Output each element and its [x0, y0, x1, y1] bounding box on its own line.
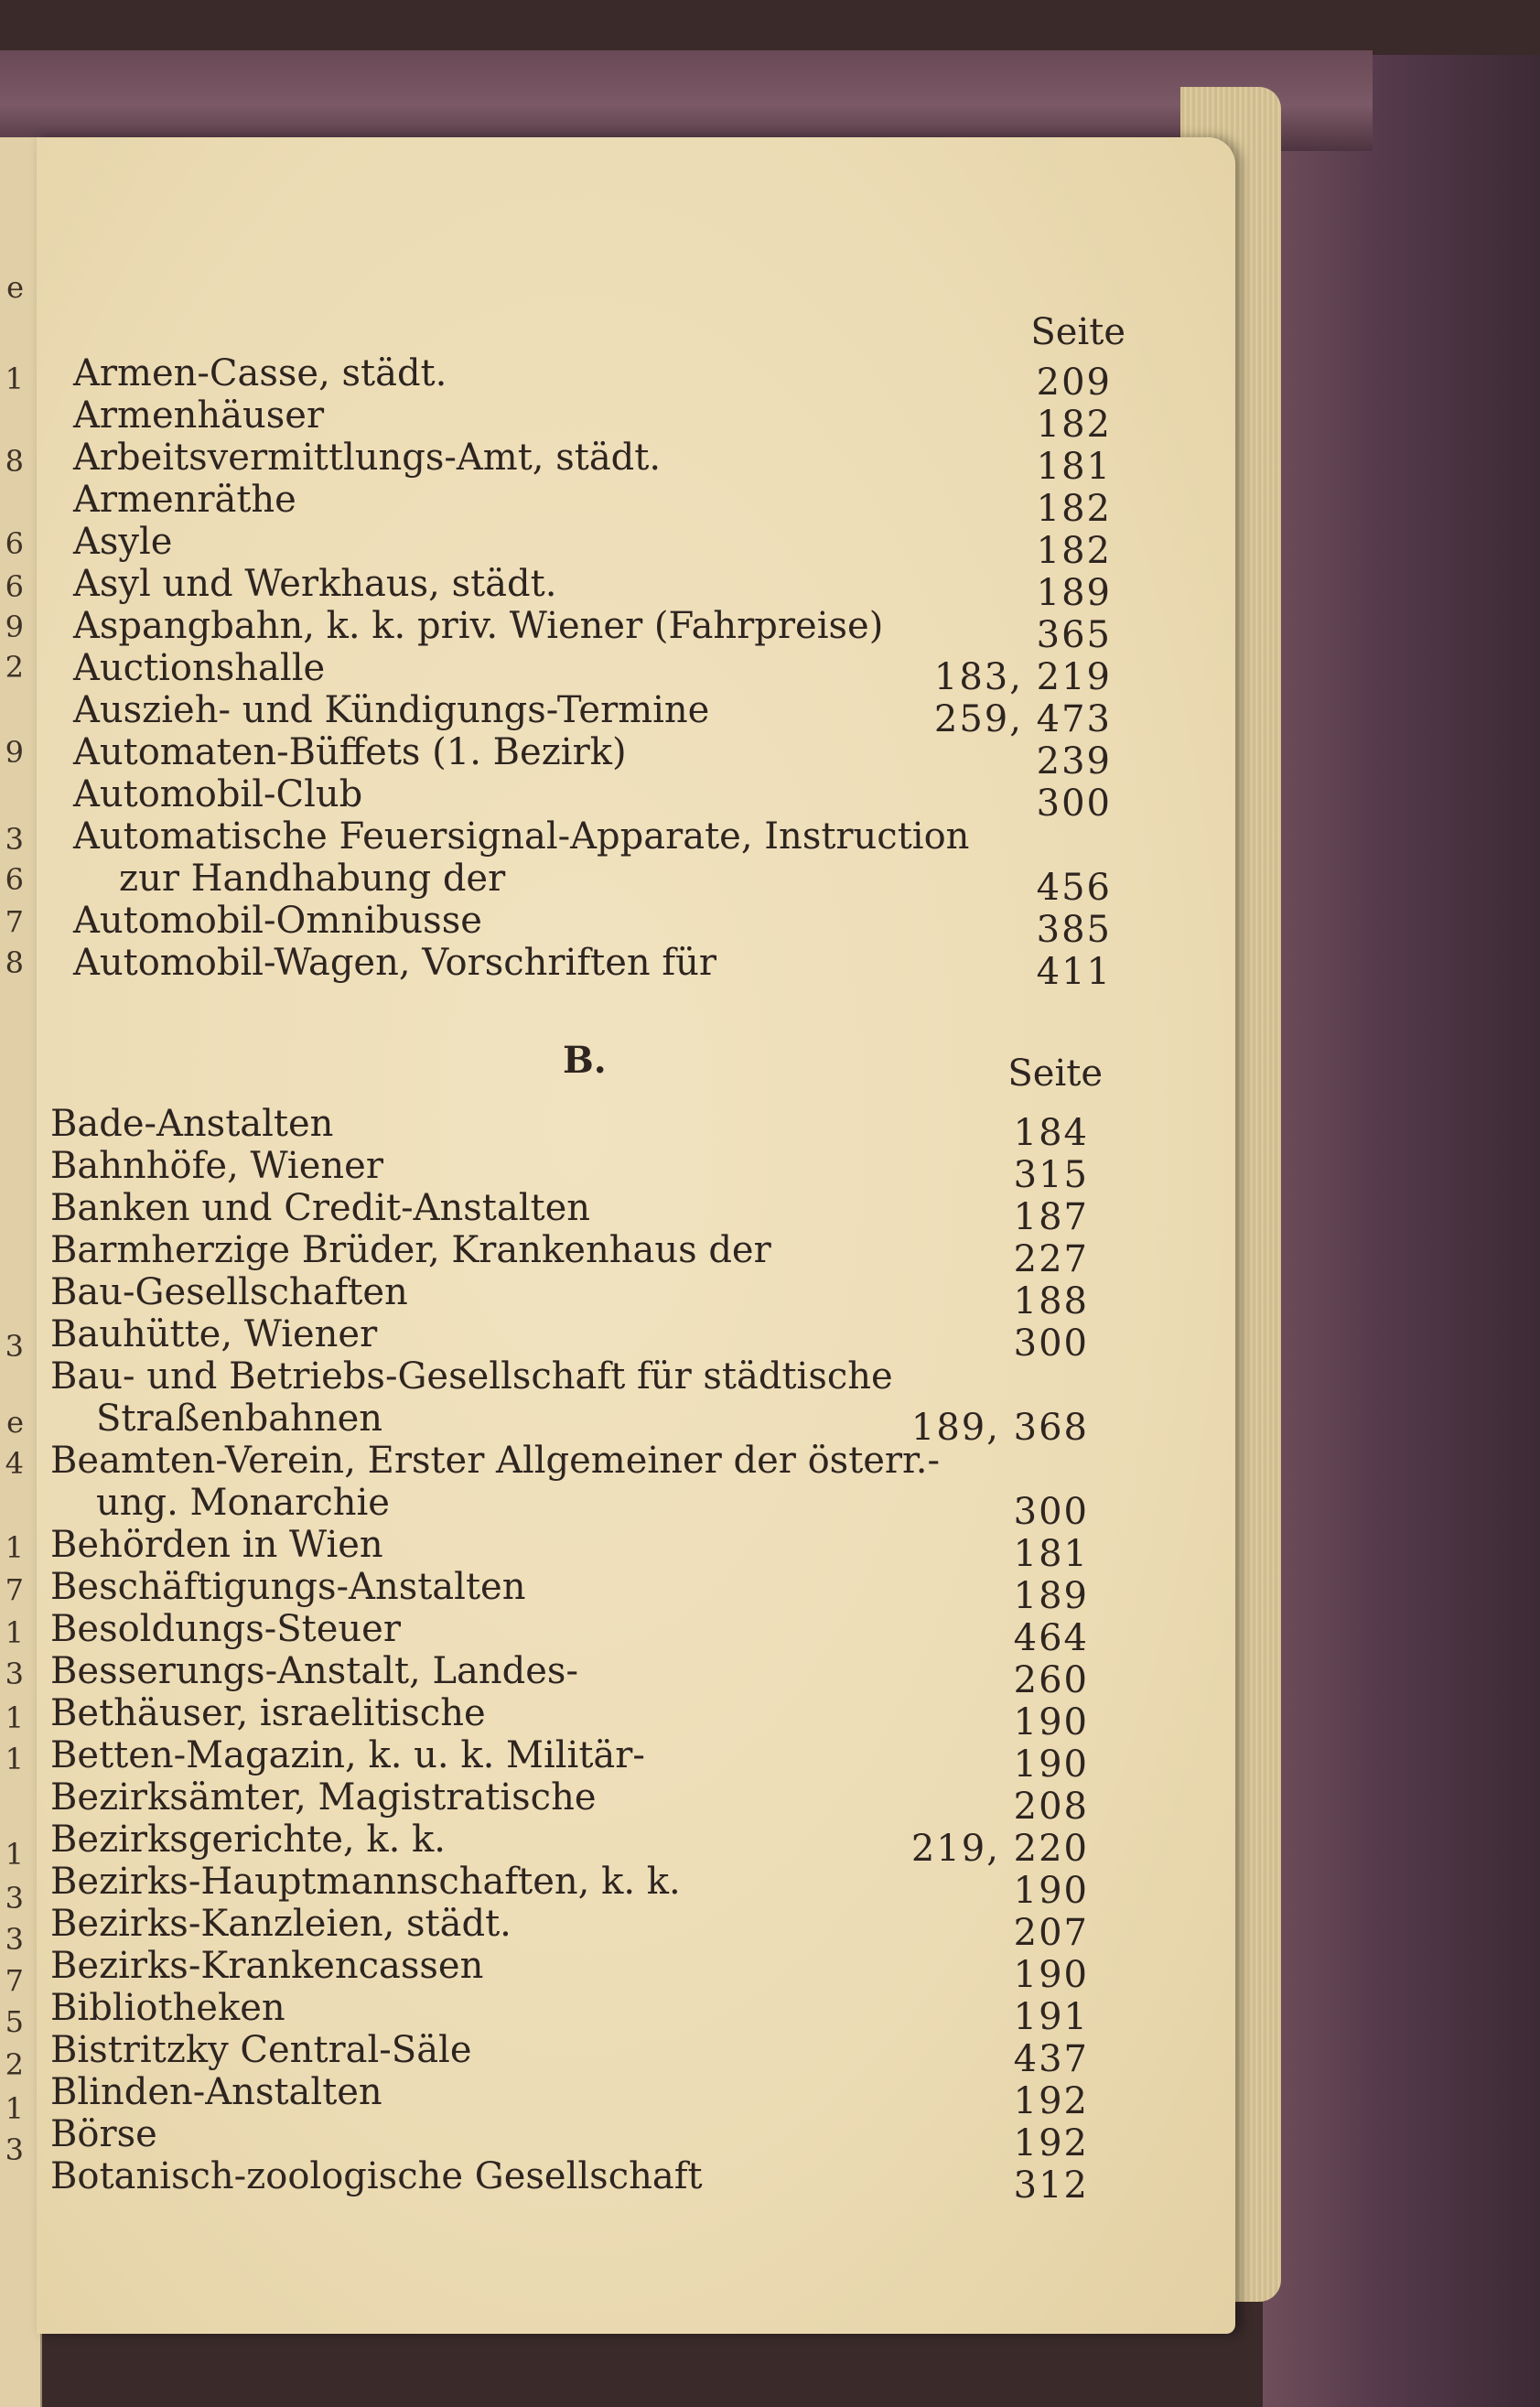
margin-fragment: 3	[5, 822, 24, 857]
index-entry: Straßenbahnen	[96, 1398, 383, 1440]
page-reference: 315	[1013, 1154, 1089, 1196]
page-reference: 183, 219	[933, 656, 1112, 698]
index-entry: Bade-Anstalten	[50, 1103, 334, 1145]
index-entry: Bahnhöfe, Wiener	[50, 1145, 383, 1187]
page-reference: 189, 368	[910, 1407, 1089, 1449]
margin-fragment: 1	[5, 1700, 24, 1735]
index-entry: Bezirks-Hauptmannschaften, k. k.	[50, 1861, 681, 1903]
page-reference: 312	[1013, 2164, 1089, 2207]
page-reference: 182	[1036, 530, 1112, 572]
margin-fragment: 6	[5, 526, 24, 561]
page-reference: 300	[1036, 783, 1112, 825]
page-reference: 239	[1036, 740, 1112, 783]
index-entry: Beschäftigungs-Anstalten	[50, 1566, 526, 1608]
index-entry: Armenräthe	[73, 479, 296, 521]
page-reference: 187	[1013, 1196, 1089, 1238]
page-reference: 189	[1036, 572, 1112, 614]
index-entry: Automobil-Club	[73, 773, 363, 815]
margin-fragment: 3	[5, 1922, 24, 1957]
index-entry: ung. Monarchie	[96, 1482, 390, 1524]
margin-fragment: 1	[5, 2091, 24, 2126]
margin-fragment: e	[6, 1405, 24, 1440]
page-reference: 365	[1036, 614, 1112, 656]
margin-fragment: 5	[5, 2004, 24, 2039]
page-reference: 456	[1036, 867, 1112, 909]
page-reference: 190	[1013, 1701, 1089, 1743]
page-reference: 192	[1013, 2080, 1089, 2122]
page-reference: 191	[1013, 1996, 1089, 2038]
page-reference: 207	[1013, 1912, 1089, 1954]
section-heading: B.	[563, 1039, 607, 1082]
margin-fragment: 7	[5, 1963, 24, 1998]
margin-fragment: 3	[5, 2132, 24, 2167]
margin-fragment: 2	[5, 650, 24, 685]
margin-fragment: 1	[5, 1615, 24, 1650]
page-reference: 182	[1036, 404, 1112, 446]
index-entry: Armen-Casse, städt.	[73, 352, 447, 394]
page-reference: 192	[1013, 2122, 1089, 2164]
page-reference: 208	[1013, 1786, 1089, 1828]
page-reference: 300	[1013, 1322, 1089, 1365]
page-reference: 260	[1013, 1659, 1089, 1701]
seite-column-header: Seite	[1007, 1052, 1103, 1095]
page-reference: 464	[1013, 1617, 1089, 1659]
page-reference: 190	[1013, 1870, 1089, 1912]
index-entry: Automatische Feuersignal-Apparate, Instruction	[73, 815, 970, 858]
index-entry: Auctionshalle	[73, 647, 326, 689]
margin-fragment: 1	[5, 362, 24, 396]
index-entry: Bauhütte, Wiener	[50, 1313, 378, 1355]
index-entry: Automaten-Büffets (1. Bezirk)	[73, 731, 627, 773]
index-entry: Aspangbahn, k. k. priv. Wiener (Fahrpreise)	[73, 605, 884, 647]
page-reference: 188	[1013, 1280, 1089, 1322]
page-reference: 184	[1013, 1112, 1089, 1154]
page-reference: 190	[1013, 1954, 1089, 1996]
page-reference: 300	[1013, 1491, 1089, 1533]
page-reference: 182	[1036, 488, 1112, 530]
index-entry: Bezirks-Kanzleien, städt.	[50, 1903, 512, 1945]
book-cover-back	[1263, 55, 1540, 2407]
index-entry: Börse	[50, 2113, 157, 2155]
margin-fragment: 2	[5, 2047, 24, 2082]
index-entry: Betten-Magazin, k. u. k. Militär-	[50, 1734, 645, 1776]
index-entry: Bistritzky Central-Säle	[50, 2029, 472, 2071]
index-entry: Automobil-Omnibusse	[73, 900, 482, 942]
margin-fragment: e	[6, 270, 24, 305]
margin-fragment: 9	[5, 610, 24, 644]
margin-fragment: 8	[5, 945, 24, 980]
index-entry: Besserungs-Anstalt, Landes-	[50, 1650, 578, 1692]
margin-fragment: 1	[5, 1530, 24, 1565]
index-entry: Banken und Credit-Anstalten	[50, 1187, 591, 1229]
index-entry: Asyle	[73, 521, 173, 563]
index-entry: Blinden-Anstalten	[50, 2071, 382, 2113]
index-entry: Automobil-Wagen, Vorschriften für	[73, 942, 717, 984]
index-entry: Arbeitsvermittlungs-Amt, städt.	[73, 437, 662, 479]
index-entry: Bezirksämter, Magistratische	[50, 1776, 597, 1819]
margin-fragment: 6	[5, 862, 24, 897]
page-reference: 259, 473	[933, 698, 1112, 740]
margin-fragment: 3	[5, 1657, 24, 1691]
page-reference: 437	[1013, 2038, 1089, 2080]
book-cover-top	[0, 50, 1373, 151]
page-reference: 189	[1013, 1575, 1089, 1617]
page-reference: 190	[1013, 1743, 1089, 1786]
book-page	[37, 137, 1235, 2334]
margin-fragment: 7	[5, 1572, 24, 1607]
margin-fragment: 3	[5, 1881, 24, 1916]
index-entry: Bau- und Betriebs-Gesellschaft für städtische	[50, 1355, 893, 1398]
index-entry: Barmherzige Brüder, Krankenhaus der	[50, 1229, 771, 1271]
index-entry: Besoldungs-Steuer	[50, 1608, 401, 1650]
index-entry: Bibliotheken	[50, 1987, 285, 2029]
margin-fragment: 9	[5, 735, 24, 770]
index-entry: zur Handhabung der	[119, 858, 506, 900]
index-entry: Auszieh- und Kündigungs-Termine	[73, 689, 710, 731]
index-entry: Bau-Gesellschaften	[50, 1271, 408, 1313]
margin-fragment: 3	[5, 1329, 24, 1364]
page-reference: 385	[1036, 909, 1112, 951]
index-entry: Bezirksgerichte, k. k.	[50, 1819, 446, 1861]
page-reference: 209	[1036, 362, 1112, 404]
page-reference: 219, 220	[910, 1828, 1089, 1870]
index-entry: Bethäuser, israelitische	[50, 1692, 486, 1734]
index-entry: Beamten-Verein, Erster Allgemeiner der österr.-	[50, 1440, 941, 1482]
index-entry: Asyl und Werkhaus, städt.	[73, 563, 557, 605]
margin-fragment: 8	[5, 444, 24, 479]
index-entry: Botanisch-zoologische Gesellschaft	[50, 2155, 703, 2197]
page-reference: 181	[1013, 1533, 1089, 1575]
page-reference: 411	[1036, 951, 1112, 993]
margin-fragment: 4	[5, 1446, 24, 1481]
seite-column-header: Seite	[1030, 311, 1125, 353]
margin-fragment: 6	[5, 569, 24, 604]
margin-fragment: 1	[5, 1742, 24, 1776]
index-entry: Behörden in Wien	[50, 1524, 383, 1566]
page-reference: 227	[1013, 1238, 1089, 1280]
margin-fragment: 1	[5, 1837, 24, 1872]
page-reference: 181	[1036, 446, 1112, 488]
index-entry: Bezirks-Krankencassen	[50, 1945, 484, 1987]
index-entry: Armenhäuser	[73, 394, 325, 437]
margin-fragment: 7	[5, 904, 24, 939]
